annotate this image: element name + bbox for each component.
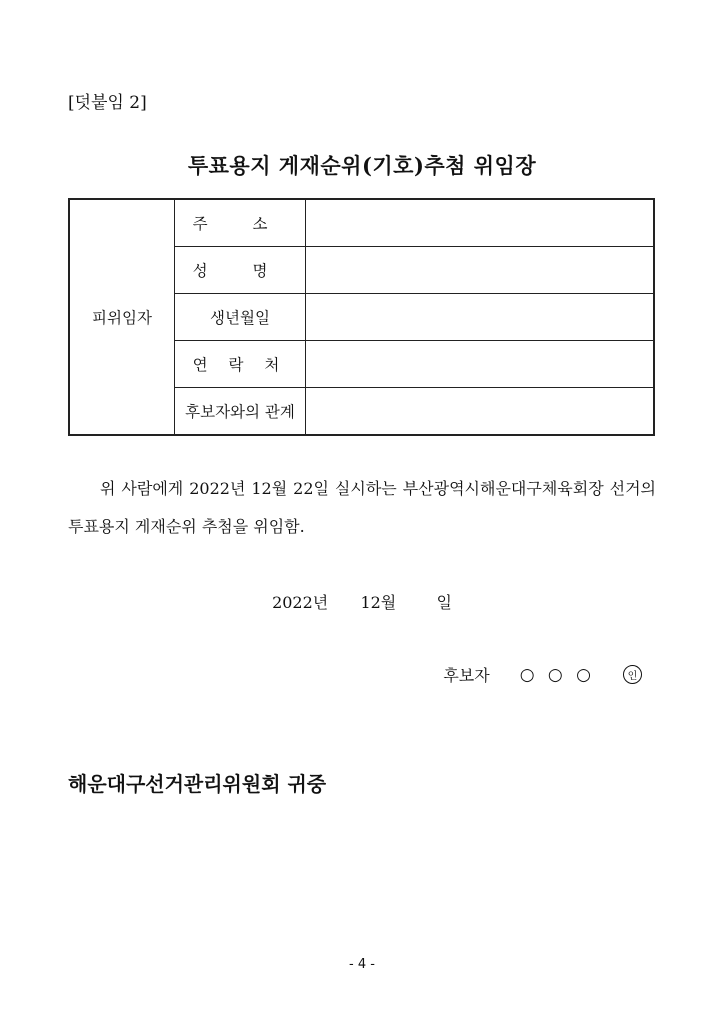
delegation-statement: 위 사람에게 2022년 12월 22일 실시하는 부산광역시해운대구체육회장 선거의 투표용지 게재순위 추첨을 위임함.: [68, 479, 656, 536]
signer-label: 후보자: [443, 666, 490, 685]
delegate-info-table: [68, 198, 655, 436]
address-label: 주 소: [175, 199, 306, 247]
birthdate-label: 생년월일: [175, 294, 306, 341]
name-field[interactable]: [306, 247, 655, 294]
delegate-side-label: 피위임자: [69, 199, 175, 435]
contact-label: 연 락 처: [175, 341, 306, 388]
date-month: 12월: [360, 593, 397, 612]
attachment-label: [덧붙임 2]: [68, 93, 147, 113]
relationship-label: 후보자와의 관계: [175, 388, 306, 436]
birthdate-field[interactable]: [306, 294, 655, 341]
date-day: 일: [436, 593, 452, 612]
address-field[interactable]: [306, 199, 655, 247]
document-date: [0, 590, 724, 613]
signer-name-placeholder: ○ ○ ○: [519, 664, 595, 685]
relationship-field[interactable]: [306, 388, 655, 436]
signer-line: [443, 663, 642, 686]
page-number: - 4 -: [349, 957, 375, 972]
seal-icon: 인: [623, 665, 642, 684]
date-year: 2022년: [272, 593, 329, 612]
name-label: 성 명: [175, 247, 306, 294]
contact-field[interactable]: [306, 341, 655, 388]
recipient: 해운대구선거관리위원회 귀중: [68, 772, 327, 796]
document-title: 투표용지 게재순위(기호)추첨 위임장: [187, 153, 537, 178]
